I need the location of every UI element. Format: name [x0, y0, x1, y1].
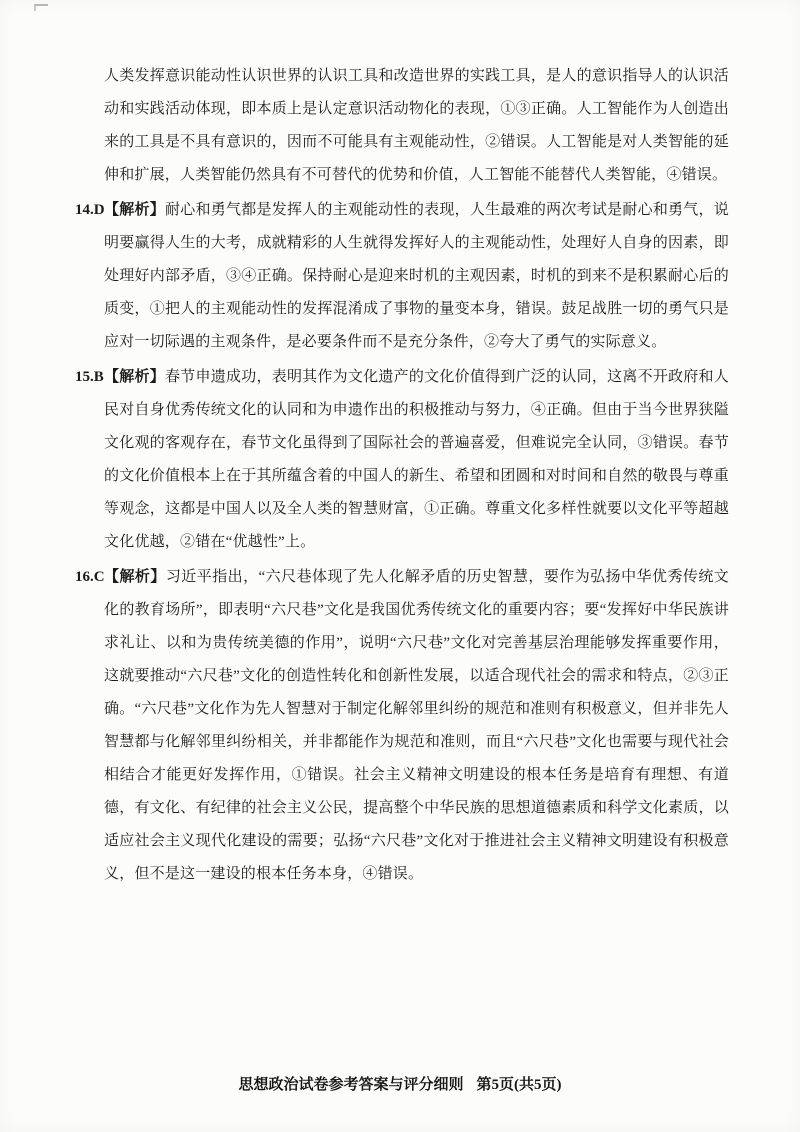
- answer-item-16: [75, 561, 729, 891]
- analysis-text: 习近平指出，“六尺巷体现了先人化解矛盾的历史智慧，要作为弘扬中华优秀传统文化的教育场所”，即表明“六尺巷”文化是我国优秀传统文化的重要内容；要“发挥好中华民族讲求礼让、以和为贵传统美德的作用”，说明“六尺巷”文化对完善基层治理能够发挥重要作用，这就要推动“六尺巷”文化的创造性转化和创新性发展，以适合现代社会的需求和特点，②③正确。“六尺巷”文化作为先人智慧对于制定化解邻里纠纷的规范和准则有积极意义，但并非先人智慧都与化解邻里纠纷相关，并非都能作为规范和准则，而且“六尺巷”文化也需要与现代社会相结合才能更好发挥作用，①错误。社会主义精神文明建设的根本任务是培育有理想、有道德，有文化、有纪律的社会主义公民，提高整个中华民族的思想道德素质和科学文化素质，以适应社会主义现代化建设的需要；弘扬“六尺巷”文化对于推进社会主义精神文明建设有积极意义，但不是这一建设的根本任务本身，④错误。: [104, 569, 730, 882]
- continuation-paragraph: [75, 60, 729, 192]
- scan-artifact-mark: [34, 4, 48, 11]
- answer-number: 15.B: [75, 369, 104, 385]
- analysis-label: 【解析】: [104, 569, 166, 585]
- analysis-text: 春节申遗成功，表明其作为文化遗产的文化价值得到广泛的认同，这离不开政府和人民对自身优秀传统文化的认同和为申遗作出的积极推动与努力，④正确。但由于当今世界狭隘文化观的客观存在，春节文化虽得到了国际社会的普遍喜爱，但难说完全认同，③错误。春节的文化价值根本上在于其所蕴含着的中国人的新生、希望和团圆和对时间和自然的敬畏与尊重等观念，这都是中国人以及全人类的智慧财富，①正确。尊重文化多样性就要以文化平等超越文化优越，②错在“优越性”上。: [104, 369, 729, 550]
- page-footer: [0, 1073, 800, 1094]
- analysis-label: 【解析】: [104, 202, 165, 218]
- continuation-text: 人类发挥意识能动性认识世界的认识工具和改造世界的实践工具，是人的意识指导人的认识活动和实践活动体现，即本质上是认定意识活动物化的表现，①③正确。人工智能作为人创造出来的工具是不具有意识的，因而不可能具有主观能动性，②错误。人工智能是对人类智能的延伸和扩展，人类智能仍然具有不可替代的优势和价值，人工智能不能替代人类智能，④错误。: [104, 68, 729, 183]
- footer-title: 思想政治试卷参考答案与评分细则: [238, 1077, 464, 1093]
- answer-explanations: [75, 60, 729, 891]
- answer-item-15: [75, 361, 729, 559]
- answer-item-14: [75, 194, 729, 359]
- analysis-label: 【解析】: [104, 369, 165, 385]
- analysis-text: 耐心和勇气都是发挥人的主观能动性的表现，人生最难的两次考试是耐心和勇气，说明要赢得人生的大考，成就精彩的人生就得发挥好人的主观能动性，处理好人自身的因素，即处理好内部矛盾，③④正确。保持耐心是迎来时机的主观因素，时机的到来不是积累耐心后的质变，①把人的主观能动性的发挥混淆成了事物的量变本身，错误。鼓足战胜一切的勇气只是应对一切际遇的主观条件，是必要条件而不是充分条件，②夸大了勇气的实际意义。: [104, 202, 729, 350]
- answer-number: 16.C: [75, 569, 105, 585]
- footer-page-number: 第5页(共5页): [476, 1077, 562, 1093]
- answer-number: 14.D: [75, 202, 105, 218]
